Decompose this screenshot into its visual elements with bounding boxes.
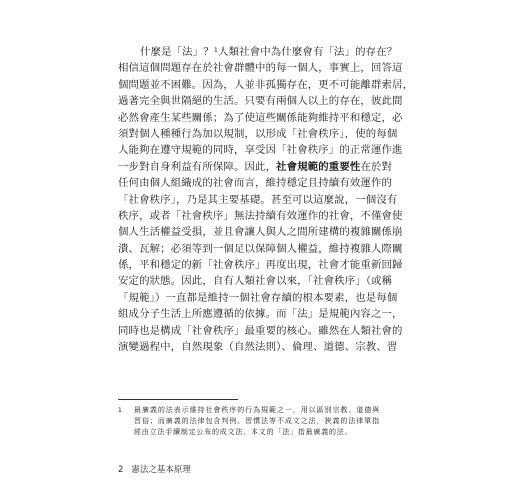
footnote-line: 經由立法手續制定公布的成文法。本文的「法」指最廣義的法。 [134,428,353,436]
body-line-tail: 在於對 [360,160,393,173]
body-line: 相信這個問題存在於社會群體中的每一個人，事實上，回答這 [118,62,403,75]
body-line: 個問題並不困難。因為，人並非孤獨存在，更不可能離群索居， [118,78,414,91]
body-line-with-bold [118,159,393,175]
body-line: 人能夠在遵守規範的同時，享受因「社會秩序」的正常運作進 [118,144,403,157]
body-line: 同時也是構成「社會秩序」最重要的核心。雖然在人類社會的 [118,324,403,337]
body-line: 「社會秩序」，乃是其主要基礎。甚至可以這麼說，一個沒有 [118,193,398,206]
body-line: 須對個人種種行為加以規制，以形成「社會秩序」，使的每個 [118,127,398,140]
body-line-lead: 一步對自身利益有所保障。因此， [118,160,277,173]
bold-phrase: 社會規範的重要性 [276,160,361,173]
body-line: 演變過程中，自然現象（自然法則）、倫理、道德、宗教、習 [118,341,398,354]
body-line: 安定的狀態。因此，自有人類社會以來，「社會秩序」（或稱 [118,275,393,288]
body-line: 必然會產生某些關係；為了使這些關係能夠維持平和穩定，必 [118,111,403,124]
footnote-divider [118,399,238,400]
body-line: 個人生活權益受損，並且會讓人與人之間所建構的複雜關係崩 [118,226,403,239]
body-line: 潰、瓦解；必須等到一個足以保障個人權益，維持複雜人際關 [118,242,403,255]
body-line: 過著完全與世隔絕的生活。只要有兩個人以上的存在，彼此間 [118,95,403,108]
body-line: 秩序，或者「社會秩序」無法持續有效運作的社會，不僅會使 [118,209,403,222]
running-title: 憲法之基本原理 [131,465,191,475]
footnote-line: 習俗；而廣義的法律包含判例、習慣法等不成文之法，狹義的法律單指 [134,417,380,425]
body-line: 組成分子生活上所應遵循的依據。而「法」是規範內容之一， [118,308,403,321]
body-line: 任何由個人組織成的社會而言，維持穩定且持續有效運作的 [118,177,393,190]
body-line: 「規範」）一直都是維持一個社會存續的根本要素，也是每個 [118,291,398,304]
body-line: 係，平和穩定的新「社會秩序」再度出現，社會才能重新回歸 [118,259,403,272]
footnote-marker: 1 [118,407,122,414]
page-number: 2 [118,465,124,475]
body-line: 什麼是「法」？¹人類社會中為什麼會有「法」的存在？ [140,46,398,58]
body-text [118,44,414,355]
footnote [118,405,380,438]
page-footer [118,465,191,476]
footnote-line: 最廣義的法表示維持社會秩序的行為規範之一，用以區別宗教、道德與 [134,406,380,414]
